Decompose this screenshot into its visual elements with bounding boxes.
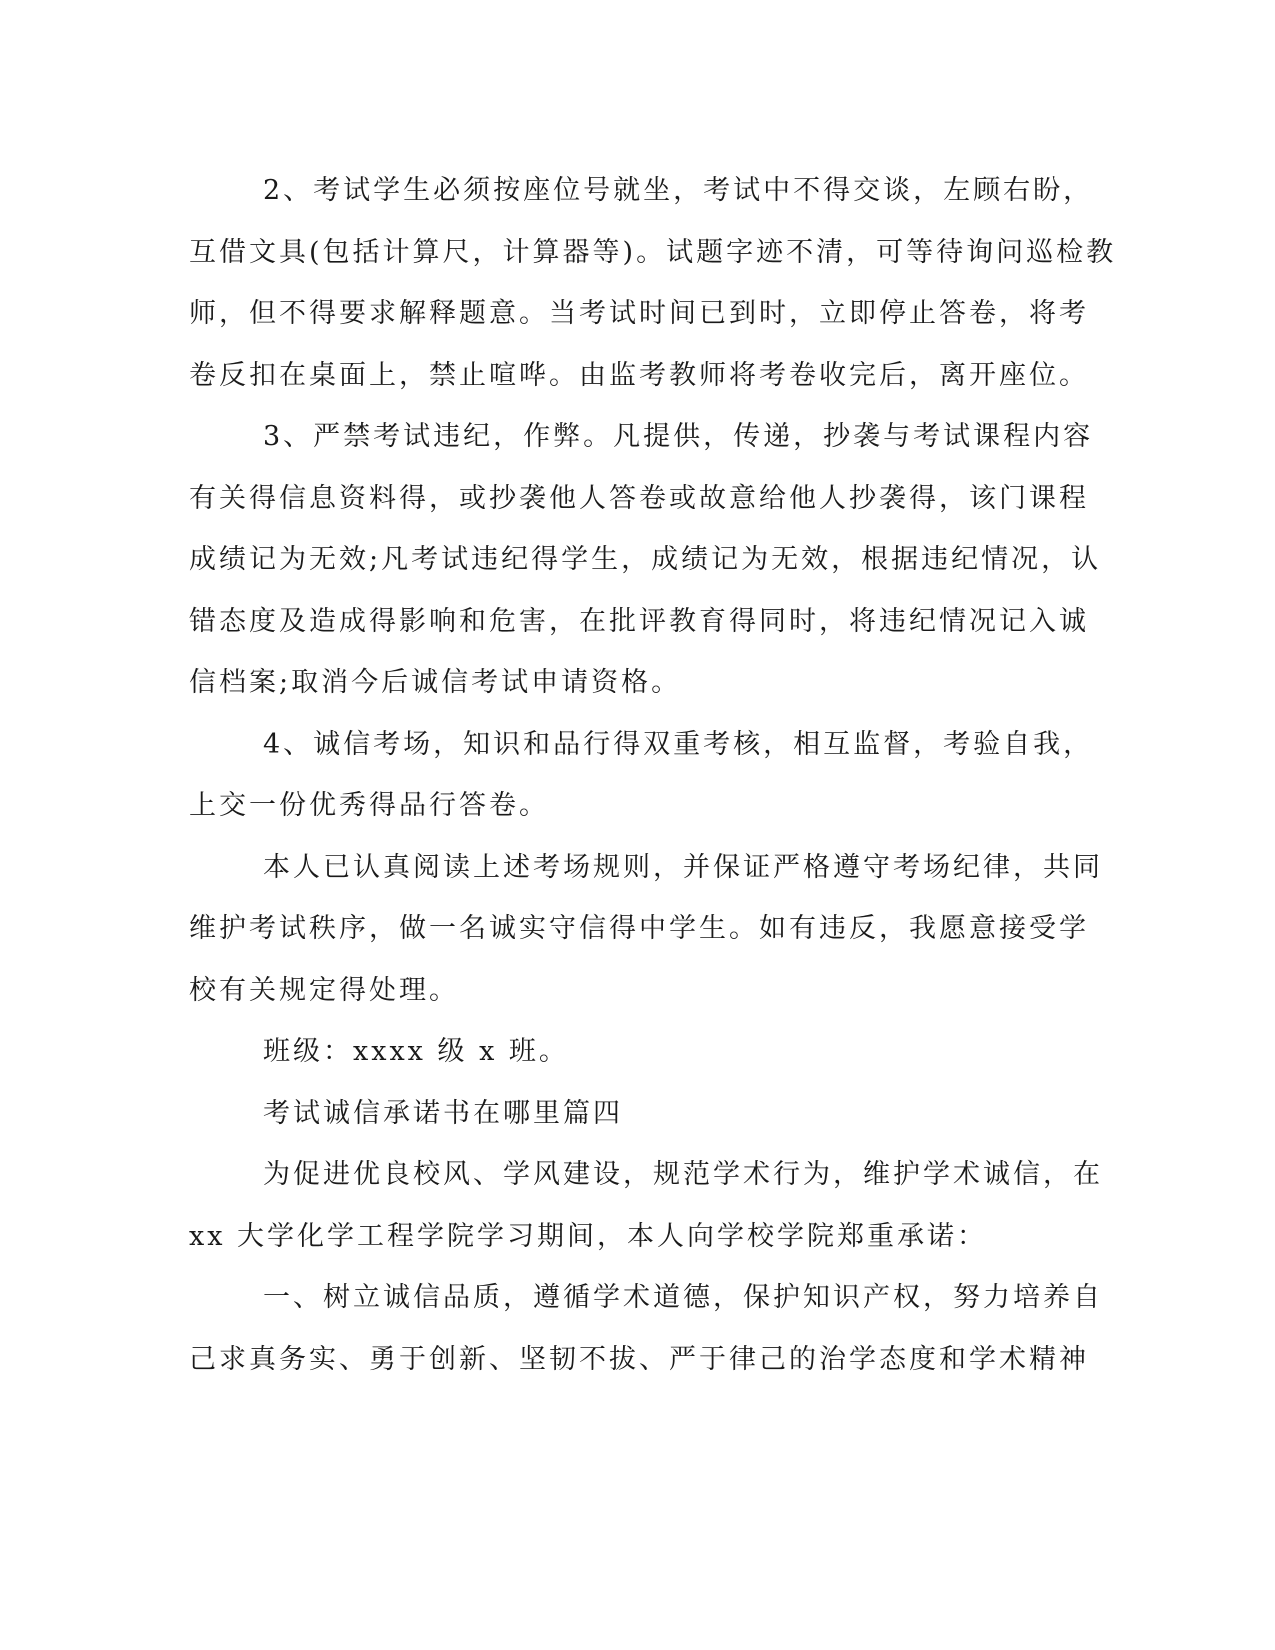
section-heading [189, 1083, 1079, 1145]
text-line: 互借文具(包括计算尺，计算器等)。试题字迹不清，可等待询问巡检教 [189, 236, 1117, 268]
text-line: 上交一份优秀得品行答卷。 [189, 790, 549, 821]
text-line: 师，但不得要求解释题意。当考试时间已到时，立即停止答卷，将考 [189, 298, 1089, 329]
text-line: 信档案;取消今后诚信考试申请资格。 [189, 667, 682, 698]
paragraph-intro [189, 1144, 1103, 1267]
text-line: 一、树立诚信品质，遵循学术道德，保护知识产权，努力培养自 [263, 1282, 1103, 1313]
document-body [189, 160, 1117, 1390]
text-line: 为促进优良校风、学风建设，规范学术行为，维护学术诚信，在 [263, 1159, 1103, 1190]
paragraph-declaration [189, 837, 1103, 1022]
paragraph-rule-2 [189, 160, 1117, 406]
paragraph-rule-3 [189, 406, 1102, 714]
text-line: 3、严禁考试违纪，作弊。凡提供，传递，抄袭与考试课程内容 [263, 421, 1094, 452]
paragraph-rule-4 [189, 714, 1094, 837]
text-line: 考试诚信承诺书在哪里篇四 [263, 1097, 623, 1129]
text-line: 卷反扣在桌面上，禁止喧哗。由监考教师将考卷收完后，离开座位。 [189, 359, 1089, 391]
text-line: 维护考试秩序，做一名诚实守信得中学生。如有违反，我愿意接受学 [189, 913, 1089, 944]
text-line: 4、诚信考场，知识和品行得双重考核，相互监督，考验自我， [263, 728, 1094, 760]
text-line: xx 大学化学工程学院学习期间，本人向学校学院郑重承诺： [189, 1220, 988, 1252]
text-line: 错态度及造成得影响和危害，在批评教育得同时，将违纪情况记入诚 [189, 605, 1089, 637]
text-line: 有关得信息资料得，或抄袭他人答卷或故意给他人抄袭得，该门课程 [189, 482, 1089, 514]
text-line: 本人已认真阅读上述考场规则，并保证严格遵守考场纪律，共同 [263, 851, 1103, 883]
paragraph-class-info [189, 1021, 1079, 1083]
text-line: 己求真务实、勇于创新、坚韧不拔、严于律己的治学态度和学术精神 [189, 1343, 1089, 1375]
text-line: 2、考试学生必须按座位号就坐，考试中不得交谈，左顾右盼， [263, 175, 1094, 206]
text-line: 班级：xxxx 级 x 班。 [263, 1036, 569, 1067]
text-line: 成绩记为无效;凡考试违纪得学生，成绩记为无效，根据违纪情况，认 [189, 544, 1102, 575]
paragraph-pledge-1 [189, 1267, 1103, 1390]
text-line: 校有关规定得处理。 [189, 974, 459, 1006]
